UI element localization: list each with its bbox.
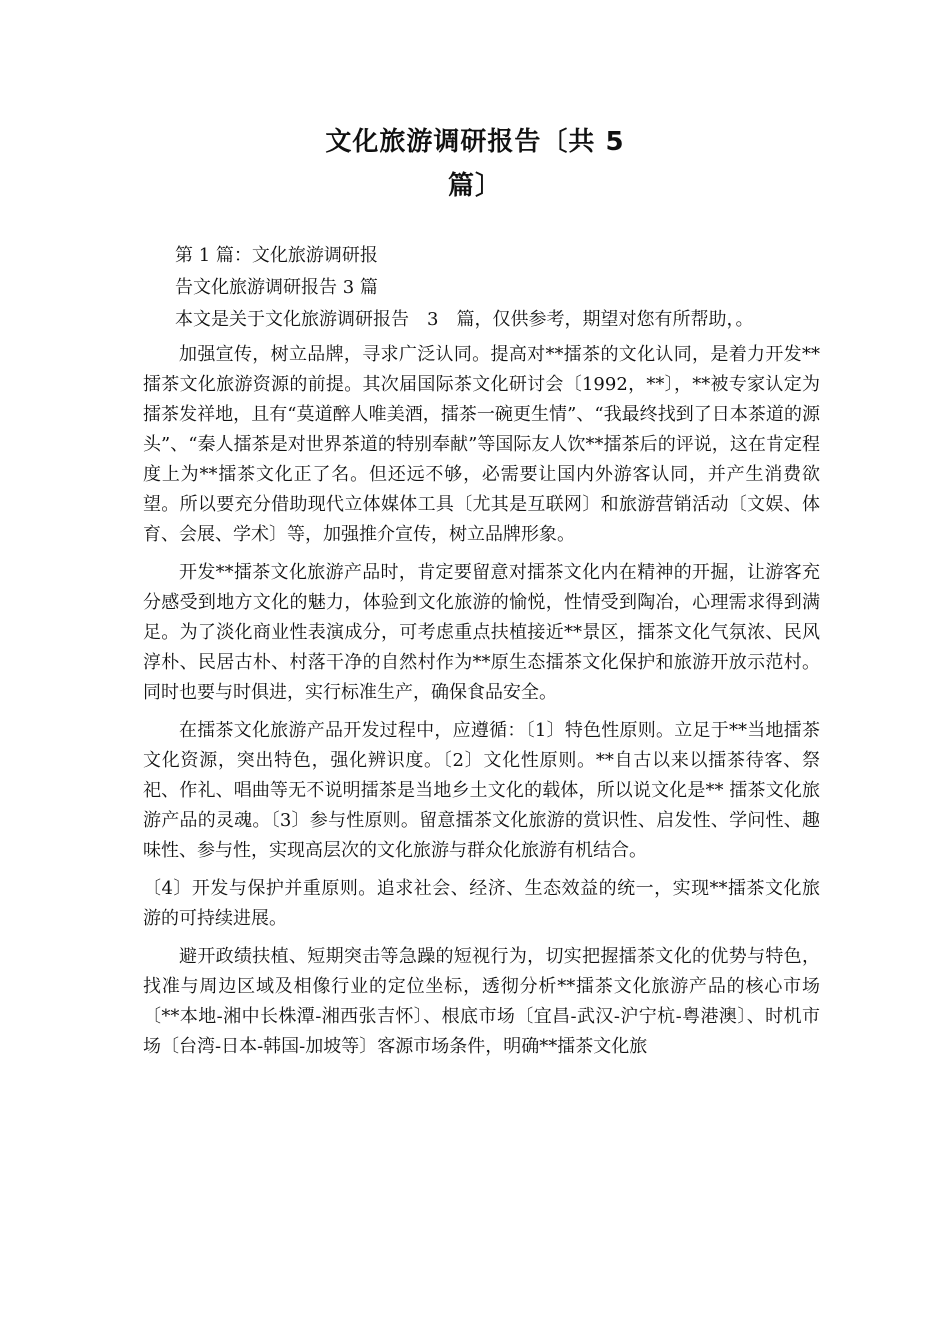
intro-line: 告文化旅游调研报告 3 篇 [175,277,378,298]
intro-line: 第 1 篇：文化旅游调研报 [175,245,378,266]
intro-line: 本文是关于文化旅游调研报告 3 篇，仅供参考，期望对您有所帮助，。 [175,309,754,330]
document-title-line2: 篇〕 [447,171,502,201]
intro-block [143,244,820,332]
paragraph: 避开政绩扶植、短期突击等急躁的短视行为，切实把握擂茶文化的优势与特色，找准与周边区域及相像行业的定位坐标，透彻分析**擂茶文化旅游产品的核心市场〔**本地-湘中长株潭-湘西张吉怀〕、根底市场〔宜昌-武汉-沪宁杭-粤港澳〕、时机市场〔台湾-日本-韩国-加坡等〕客源市场条件，明确**擂茶文化旅 [143,946,820,1057]
paragraph: 在擂茶文化旅游产品开发过程中，应遵循：〔1〕特色性原则。立足于**当地擂茶文化资源，突出特色，强化辨识度。〔2〕文化性原则。**自古以来以擂茶待客、祭祀、作礼、唱曲等无不说明擂茶是当地乡土文化的载体，所以说文化是** 擂茶文化旅游产品的灵魂。〔3〕参与性原则。留意擂茶文化旅游的赏识性、启发性、学问性、趣味性、参与性，实现高层次的文化旅游与群众化旅游有机结合。 [143,720,820,861]
paragraph: 开发**擂茶文化旅游产品时，肯定要留意对擂茶文化内在精神的开掘，让游客充分感受到地方文化的魅力，体验到文化旅游的愉悦，性情受到陶冶，心理需求得到满足。为了淡化商业性表演成分，可考虑重点扶植接近**景区，擂茶文化气氛浓、民风淳朴、民居古朴、村落干净的自然村作为**原生态擂茶文化保护和旅游开放示范村。同时也要与时俱进，实行标准生产，确保食品安全。 [143,562,820,703]
document-title-line1: 文化旅游调研报告〔共 5 [325,127,625,157]
paragraph: 〔4〕开发与保护并重原则。追求社会、经济、生态效益的统一，实现**擂茶文化旅游的可持续进展。 [143,878,820,929]
paragraph: 加强宣传，树立品牌，寻求广泛认同。提高对**擂茶的文化认同，是着力开发**擂茶文化旅游资源的前提。其次届国际茶文化研讨会〔1992，**〕，**被专家认定为擂茶发祥地，且有“莫道醉人唯美酒，擂茶一碗更生情”、“我最终找到了日本茶道的源头”、“秦人擂茶是对世界茶道的特别奉献”等国际友人饮**擂茶后的评说，这在肯定程度上为**擂茶文化正了名。但还远不够，必需要让国内外游客认同，并产生消费欲望。所以要充分借助现代立体媒体工具〔尤其是互联网〕和旅游营销活动〔文娱、体育、会展、学术〕等，加强推介宣传，树立品牌形象。 [143,344,820,545]
document-body [143,244,820,1070]
